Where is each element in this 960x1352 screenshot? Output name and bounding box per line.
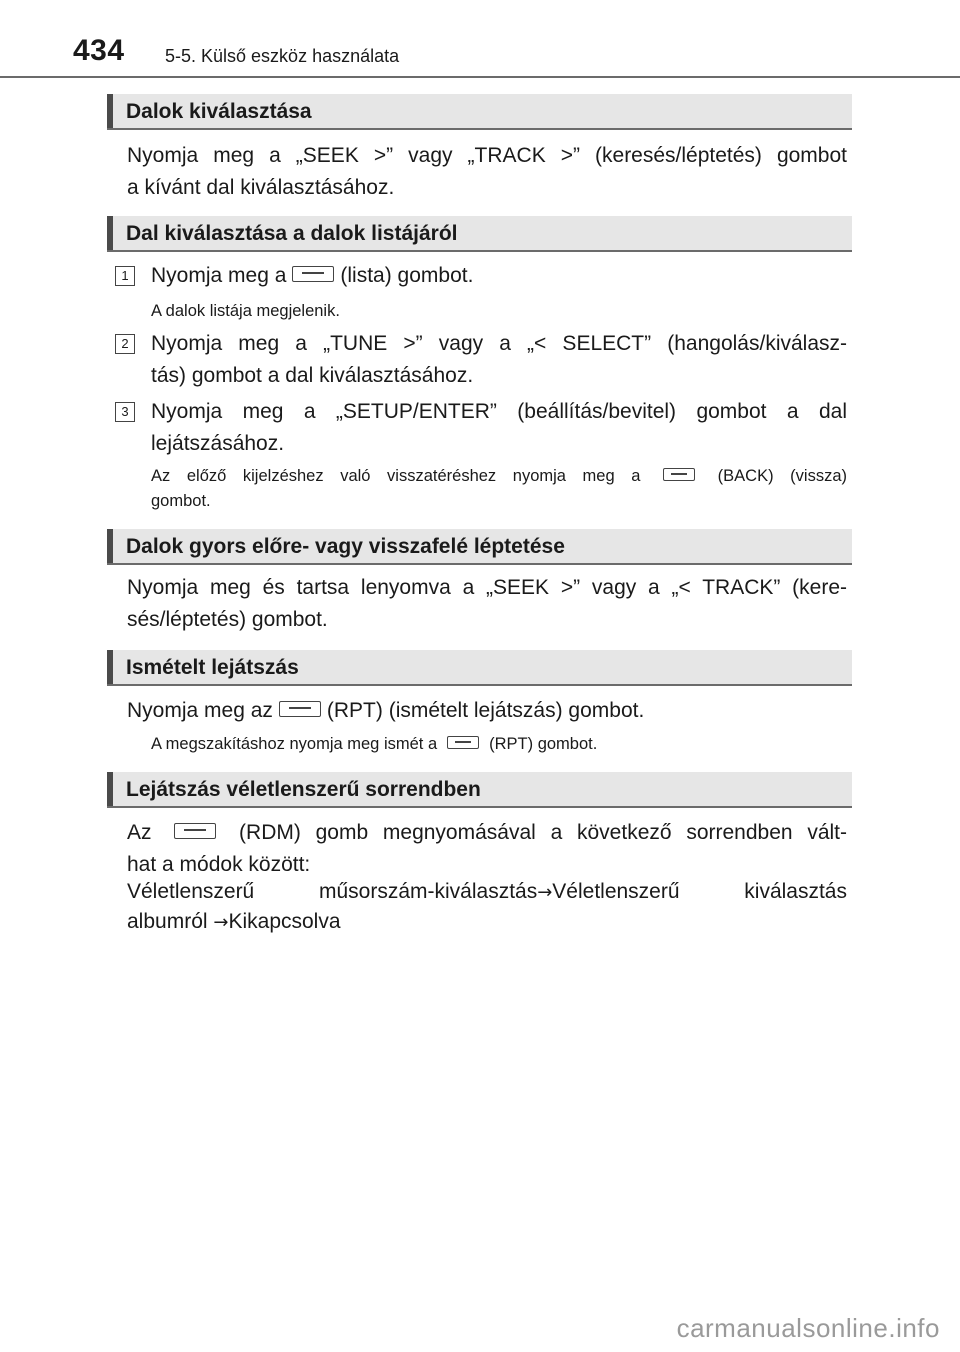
watermark: carmanualsonline.info [676, 1313, 940, 1343]
rpt-button-icon [279, 701, 321, 717]
paragraph: Nyomja meg a „SEEK >” vagy „TRACK >” (keresés/léptetés) gombot [127, 144, 847, 167]
rpt-note-b: (RPT) gombot. [489, 735, 598, 753]
section-heading-dalok-kivalasztasa [107, 94, 852, 130]
rdm-text-a: Az [127, 821, 152, 844]
paragraph [127, 695, 847, 727]
step-1-note: A dalok listája megjelenik. [151, 302, 340, 320]
paragraph [127, 817, 847, 849]
step-3-text: Nyomja meg a „SETUP/ENTER” (beállítás/bevitel) gombot a dal [151, 400, 847, 423]
rpt-text-a: Nyomja meg az [127, 699, 273, 722]
list-button-icon [292, 266, 334, 282]
mode-1: Véletlenszerű műsorszám-kiválasztás [127, 880, 538, 903]
rpt-button-icon-small [447, 736, 479, 749]
page-number: 434 [73, 34, 125, 67]
rpt-note-a: A megszakításhoz nyomja meg ismét a [151, 735, 438, 753]
section-title: Lejátszás véletlenszerű sorrendben [126, 778, 481, 801]
step-number-3: 3 [115, 402, 135, 422]
step-3-note-b: (BACK) (vissza) [717, 467, 848, 485]
step-1-text [151, 260, 851, 292]
step-2-text-cont: tás) gombot a dal kiválasztásához. [151, 364, 474, 387]
mode-3: Kikapcsolva [228, 910, 341, 933]
section-heading-gyors-leptetes [107, 529, 852, 565]
back-button-icon [663, 468, 695, 481]
rpt-text-b: (RPT) (ismételt lejátszás) gombot. [326, 699, 645, 722]
paragraph: sés/léptetés) gombot. [127, 608, 328, 631]
paragraph: Nyomja meg és tartsa lenyomva a „SEEK >” vagy a „< TRACK” (kere- [127, 576, 847, 599]
paragraph: a kívánt dal kiválasztásához. [127, 176, 395, 199]
paragraph [127, 906, 847, 939]
rdm-button-icon [174, 823, 216, 839]
step-2-text: Nyomja meg a „TUNE >” vagy a „< SELECT” (hangolás/kiválasz- [151, 332, 847, 355]
step-number-2: 2 [115, 334, 135, 354]
step-3-note-a: Az előző kijelzéshez való visszatéréshez nyomja meg a [151, 467, 641, 485]
section-title: Dalok kiválasztása [126, 100, 312, 123]
step-3-note-cont: gombot. [151, 492, 211, 510]
paragraph [127, 876, 847, 909]
section-title: Dal kiválasztása a dalok listájáról [126, 222, 458, 245]
step-1-text-b: (lista) gombot. [340, 264, 474, 287]
step-1-text-a: Nyomja meg a [151, 264, 287, 287]
rpt-note [151, 732, 851, 757]
arrow-icon: → [537, 882, 553, 903]
header-rule [0, 76, 960, 78]
paragraph: hat a módok között: [127, 853, 311, 876]
step-3-note [151, 464, 847, 489]
section-title: Ismételt lejátszás [126, 656, 299, 679]
step-3-text-cont: lejátszásához. [151, 432, 285, 455]
chapter-title: 5-5. Külső eszköz használata [165, 46, 400, 66]
section-heading-ismetelt-lejatszas [107, 650, 852, 686]
section-heading-dal-lista [107, 216, 852, 252]
step-number-1: 1 [115, 266, 135, 286]
arrow-icon: → [213, 912, 229, 933]
mode-2-cont: albumról [127, 910, 214, 933]
mode-2: Véletlenszerű kiválasztás [552, 880, 847, 903]
rdm-text-b: (RDM) gomb megnyomásával a következő sorrendben vált- [239, 821, 847, 844]
section-heading-veletlenszeru [107, 772, 852, 808]
section-title: Dalok gyors előre- vagy visszafelé léptetése [126, 535, 565, 558]
